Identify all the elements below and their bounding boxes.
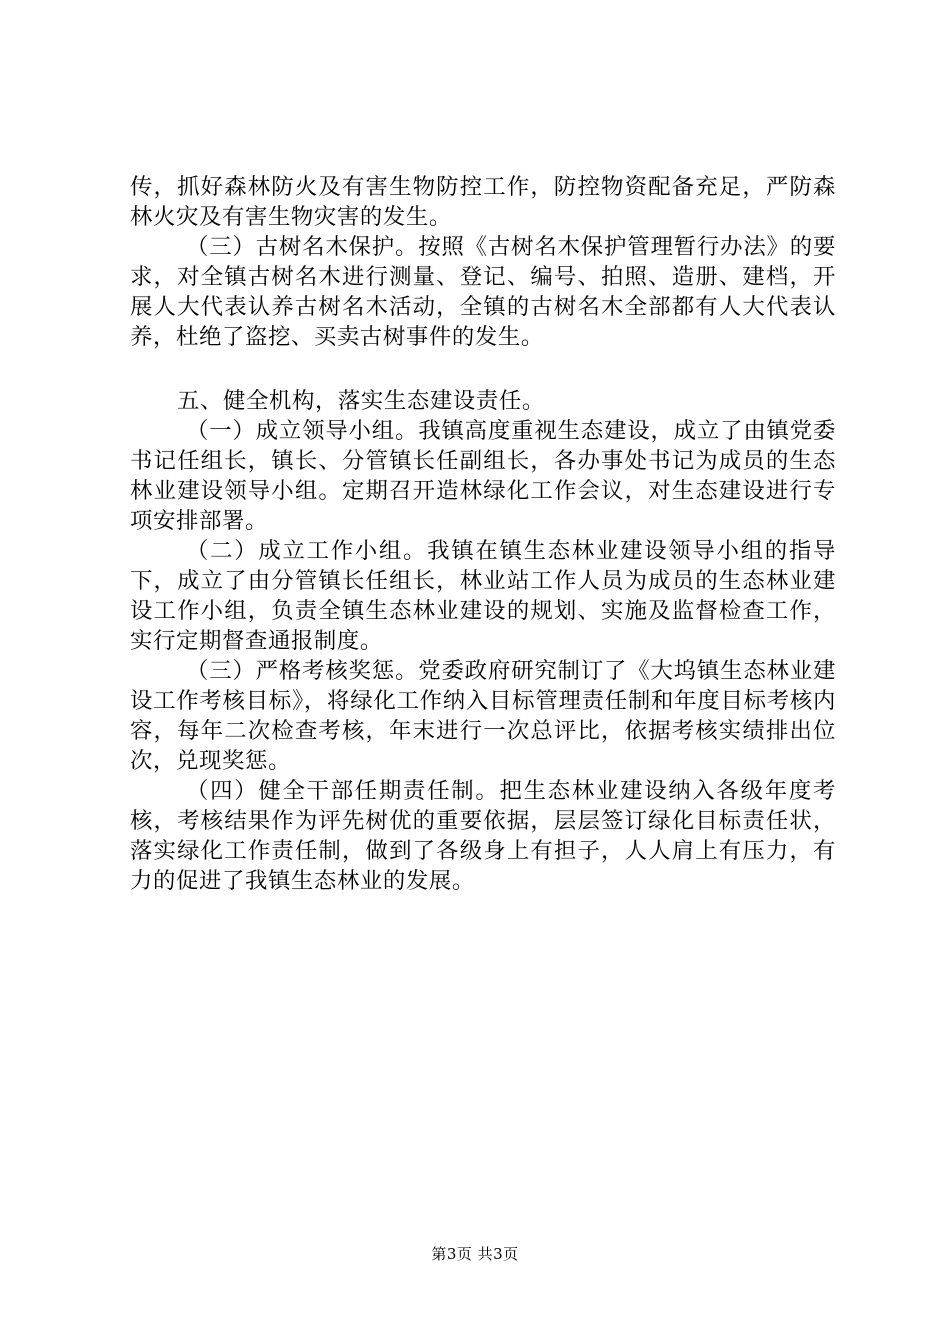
page-footer: 第3页 共3页 [431,1245,519,1263]
paragraph-assessment: （三）严格考核奖惩。党委政府研究制订了《大坞镇生态林业建设工作考核目标》，将绿化工作纳入目标管理责任制和年度目标考核内容，每年二次检查考核，年末进行一次总评比，依据考核实绩排出位次，兑现奖惩。 [130,658,836,774]
paragraph-continuation: 传，抓好森林防火及有害生物防控工作，防控物资配备充足，严防森林火灾及有害生物灾害的发生。 [130,174,836,230]
paragraph-ancient-trees: （三）古树名木保护。按照《古树名木保护管理暂行办法》的要求，对全镇古树名木进行测量、登记、编号、拍照、造册、建档，开展人大代表认养古树名木活动，全镇的古树名木全部都有人大代表认养，杜绝了盗挖、买卖古树事件的发生。 [130,234,836,350]
paragraph-leadership-group: （一）成立领导小组。我镇高度重视生态建设，成立了由镇党委书记任组长，镇长、分管镇长任副组长，各办事处书记为成员的生态林业建设领导小组。定期召开造林绿化工作会议，对生态建设进行专项安排部署。 [130,418,836,534]
section-heading-five: 五、健全机构，落实生态建设责任。 [177,388,545,414]
paragraph-work-group: （二）成立工作小组。我镇在镇生态林业建设领导小组的指导下，成立了由分管镇长任组长，林业站工作人员为成员的生态林业建设工作小组，负责全镇生态林业建设的规划、实施及监督检查工作，实行定期督查通报制度。 [130,538,836,654]
document-body [130,172,836,896]
paragraph-responsibility: （四）健全干部任期责任制。把生态林业建设纳入各级年度考核，考核结果作为评先树优的重要依据，层层签订绿化目标责任状，落实绿化工作责任制，做到了各级身上有担子，人人肩上有压力，有力的促进了我镇生态林业的发展。 [130,778,836,894]
